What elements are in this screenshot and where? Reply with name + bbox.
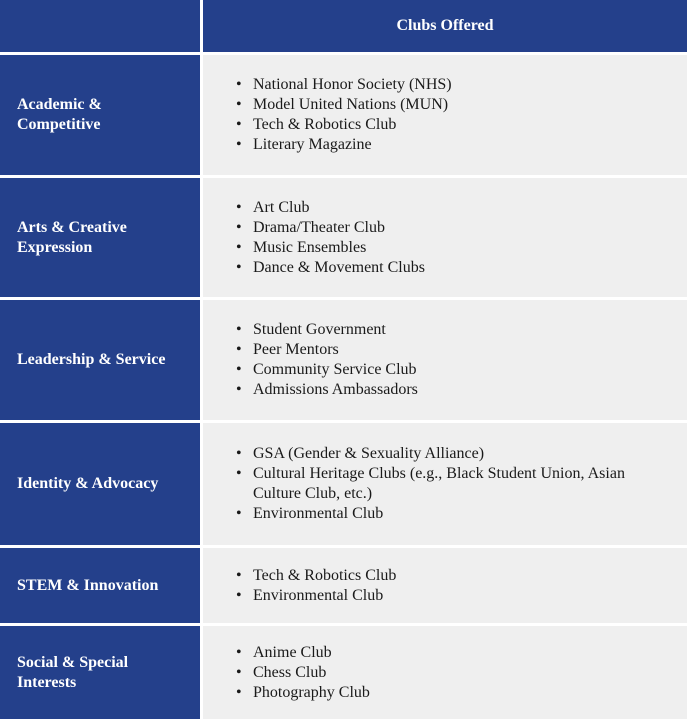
bullet-icon: • [236, 361, 242, 378]
club-name: Environmental Club [253, 586, 384, 604]
bullet-icon: • [236, 566, 242, 584]
club-name: Chess Club [253, 663, 327, 681]
club-name: Photography Club [253, 683, 370, 701]
list-item [235, 75, 452, 95]
category-cell-stem-innovation [0, 548, 200, 623]
club-name: Dance & Movement Clubs [253, 258, 425, 276]
clubs-list [203, 444, 687, 524]
club-name: Anime Club [253, 643, 332, 661]
list-item [235, 95, 452, 115]
list-item [235, 320, 418, 340]
category-cell-identity-advocacy [0, 423, 200, 545]
category-label: Arts & Creative Expression [17, 218, 127, 256]
clubs-cell-arts-creative [203, 178, 687, 297]
club-name: Drama/Theater Club [253, 218, 385, 236]
list-item [235, 198, 425, 218]
bullet-icon: • [236, 76, 242, 93]
list-item [235, 115, 452, 135]
clubs-list [203, 566, 436, 606]
club-name: Tech & Robotics Club [253, 116, 397, 133]
clubs-list [203, 198, 465, 278]
bullet-icon: • [236, 586, 242, 604]
list-item [235, 238, 425, 258]
list-item [235, 444, 647, 464]
list-item [235, 504, 647, 524]
category-label: Social & Special Interests [17, 653, 129, 691]
list-item [235, 663, 370, 683]
club-name: Admissions Ambassadors [253, 381, 418, 398]
clubs-cell-leadership-service [203, 300, 687, 420]
category-label: Identity & Advocacy [17, 475, 159, 492]
header-clubs-cell [203, 0, 687, 52]
club-name: Tech & Robotics Club [253, 566, 397, 584]
category-cell-arts-creative [0, 178, 200, 297]
bullet-icon: • [236, 321, 242, 338]
bullet-icon: • [236, 238, 242, 256]
clubs-list [203, 643, 410, 703]
bullet-icon: • [236, 136, 242, 153]
clubs-list [203, 75, 492, 155]
list-item [235, 643, 370, 663]
club-name: Community Service Club [253, 361, 417, 378]
bullet-icon: • [236, 258, 242, 276]
clubs-cell-stem-innovation [203, 548, 687, 623]
list-item [235, 135, 452, 155]
list-item [235, 340, 418, 360]
bullet-icon: • [236, 683, 242, 701]
club-name: Peer Mentors [253, 341, 339, 358]
club-name: Model United Nations (MUN) [253, 96, 449, 113]
category-cell-social-special [0, 626, 200, 719]
clubs-list [203, 320, 458, 400]
bullet-icon: • [236, 465, 242, 482]
list-item [235, 586, 396, 606]
list-item [235, 258, 425, 278]
category-cell-academic-competitive [0, 55, 200, 175]
bullet-icon: • [236, 96, 242, 113]
header-category-cell [0, 0, 200, 52]
list-item [235, 360, 418, 380]
bullet-icon: • [236, 381, 242, 398]
list-item [235, 464, 647, 504]
club-name: GSA (Gender & Sexuality Alliance) [253, 445, 485, 462]
club-name: Literary Magazine [253, 136, 372, 153]
category-label: STEM & Innovation [17, 576, 159, 594]
clubs-cell-academic-competitive [203, 55, 687, 175]
clubs-cell-social-special [203, 626, 687, 719]
club-name: Environmental Club [253, 505, 384, 522]
club-name: Art Club [253, 198, 310, 216]
club-name: Student Government [253, 321, 386, 338]
category-cell-leadership-service [0, 300, 200, 420]
bullet-icon: • [236, 198, 242, 216]
bullet-icon: • [236, 218, 242, 236]
clubs-cell-identity-advocacy [203, 423, 687, 545]
bullet-icon: • [236, 116, 242, 133]
list-item [235, 566, 396, 586]
bullet-icon: • [236, 643, 242, 661]
list-item [235, 218, 425, 238]
bullet-icon: • [236, 505, 242, 522]
club-name: Music Ensembles [253, 238, 367, 256]
club-name: National Honor Society (NHS) [253, 76, 452, 93]
category-label: Leadership & Service [17, 351, 166, 368]
header-clubs-label: Clubs Offered [396, 17, 494, 34]
bullet-icon: • [236, 445, 242, 462]
list-item [235, 380, 418, 400]
category-label: Academic & Competitive [17, 96, 102, 133]
bullet-icon: • [236, 663, 242, 681]
club-name: Cultural Heritage Clubs (e.g., Black Student Union, Asian Culture Club, etc.) [253, 465, 625, 502]
list-item [235, 683, 370, 703]
bullet-icon: • [236, 341, 242, 358]
